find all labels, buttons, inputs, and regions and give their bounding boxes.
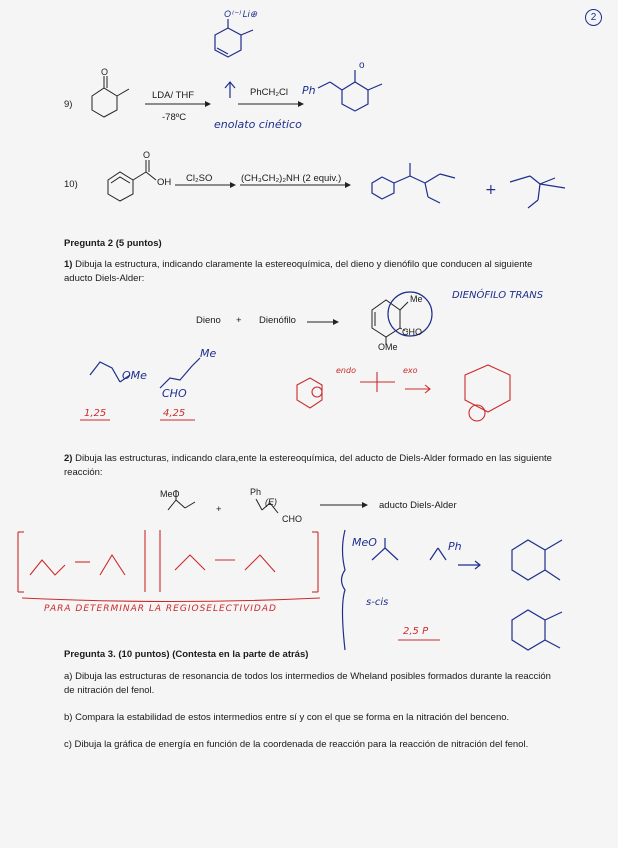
diels-alder-adduct [372,292,432,345]
q9-reagent-lda: LDA/ THF [152,90,195,101]
intermediate-arrow [225,82,235,98]
p2-hw-scis: s-cis [366,597,389,608]
acid-o: O [143,150,151,160]
p2-q1-number: 1) [64,259,73,270]
hw-dienophile [160,358,200,388]
p2-meo-label: MeO [160,489,180,499]
p2-cho-label: CHO [402,327,422,337]
p2-dienofilo: Dienófilo [259,315,296,326]
enolate-structure [215,19,253,57]
p2-hw-exo: exo [403,366,418,375]
p2-score-2: 4,25 [163,408,186,419]
p2-e-label: (E) [265,497,277,507]
benzoic-acid-structure [108,160,156,201]
p2-q1 [64,258,554,286]
hw-blue-dienophile [430,548,446,560]
p3-item-a: a) Dibuja las estructuras de resonancia de todos los intermedios de Wheland posibles formados durante la reacción de nitración del fenol. [64,671,551,696]
p2-hw-me: Me [200,347,217,360]
p2-hw-dienofilo-trans: DIENÓFILO TRANS [452,290,544,301]
q9-hw-ph: Ph [302,84,316,97]
ketone-o: O [101,67,109,77]
p2-dieno: Dieno [196,315,221,326]
p2-hw-regio: PARA DETERMINAR LA REGIOSELECTIVIDAD [44,604,277,614]
arrow-phch2cl-head [298,101,304,107]
arrow-lda-head [205,101,211,107]
arrow-diels-alder-2-head [362,502,368,508]
cyclohexanone-structure [92,76,129,117]
q10-oh: OH [157,177,172,188]
p2-title: Pregunta 2 (5 puntos) [64,238,162,249]
p2-ome-label: OMe [378,342,398,352]
p2-product-label: aducto Diels-Alder [379,500,457,511]
amide-product [372,163,455,203]
arrow-cl2so-head [230,182,236,188]
p2-hw-meo: MeO [352,536,377,549]
p3-title: Pregunta 3. (10 puntos) (Contesta en la parte de atrás) [64,649,309,660]
hw-blue-product-1 [512,540,562,580]
q9-reagent-phch2cl: PhCH₂Cl [250,87,288,98]
hw-red-adduct [465,365,510,421]
p3-item-b: b) Compara la estabilidad de estos intermedios entre sí y con el que se forma en la nitración del benceno. [64,712,510,723]
arrow-diels-alder-1-head [333,319,339,325]
enolate-charge: O⁽⁻⁾ Li⊕ [224,9,258,19]
q9-number: 9) [64,99,73,110]
p2-ph-label: Ph [250,487,262,497]
p2-q2-number: 2) [64,453,73,464]
p2-q2-text: Dibuja las estructuras, indicando clara,ente la estereoquímica, del aducto de Diels-Alder formado en las siguiente reacción: [64,453,552,478]
q10-reagent-amine: (CH₃CH₂)₂NH (2 equiv.) [241,173,342,184]
p2-hw-ph: Ph [448,540,462,553]
q9-condition-temp: -78ºC [162,112,187,123]
p2-me-label: Me [410,294,423,304]
p2-score-1: 1,25 [84,408,107,419]
benzylated-product [318,70,382,111]
p2-hw-endo: endo [336,366,356,375]
p2-hw-cho: CHO [162,387,187,400]
p2-cho2-label: CHO [282,514,302,524]
p2-hw-ome: OMe [122,369,147,382]
hw-blue-brace [342,530,346,650]
page-number: 2 [585,9,602,26]
ammonium-chloride-product [510,176,565,208]
q10-plus: + [485,182,497,198]
p2-plus: + [236,315,242,326]
p2-q1-text: Dibuja la estructura, indicando claramente la estereoquímica, del dieno y dienófilo que conducen al siguiente aducto Diels-Alder: [64,259,533,284]
p2-hw-score: 2,5 P [403,626,429,637]
q10-reagent-cl2so: Cl₂SO [186,173,213,184]
p2-plus-2: + [216,504,222,515]
hw-blue-product-2 [512,610,562,650]
q9-hw-note: enolato cinético [214,118,302,131]
arrow-amine-head [345,182,351,188]
hw-red-benzene [297,378,322,408]
p2-q2 [64,452,554,480]
q10-number: 10) [64,179,78,190]
p3-item-c: c) Dibuja la gráfica de energía en función de la coordenada de reacción para la reacción de nitración del fenol. [64,739,529,750]
hw-red-underline [22,598,320,602]
product-o: o [359,60,365,71]
hw-red-resonance [18,530,318,592]
hw-red-dienophile [360,372,395,392]
